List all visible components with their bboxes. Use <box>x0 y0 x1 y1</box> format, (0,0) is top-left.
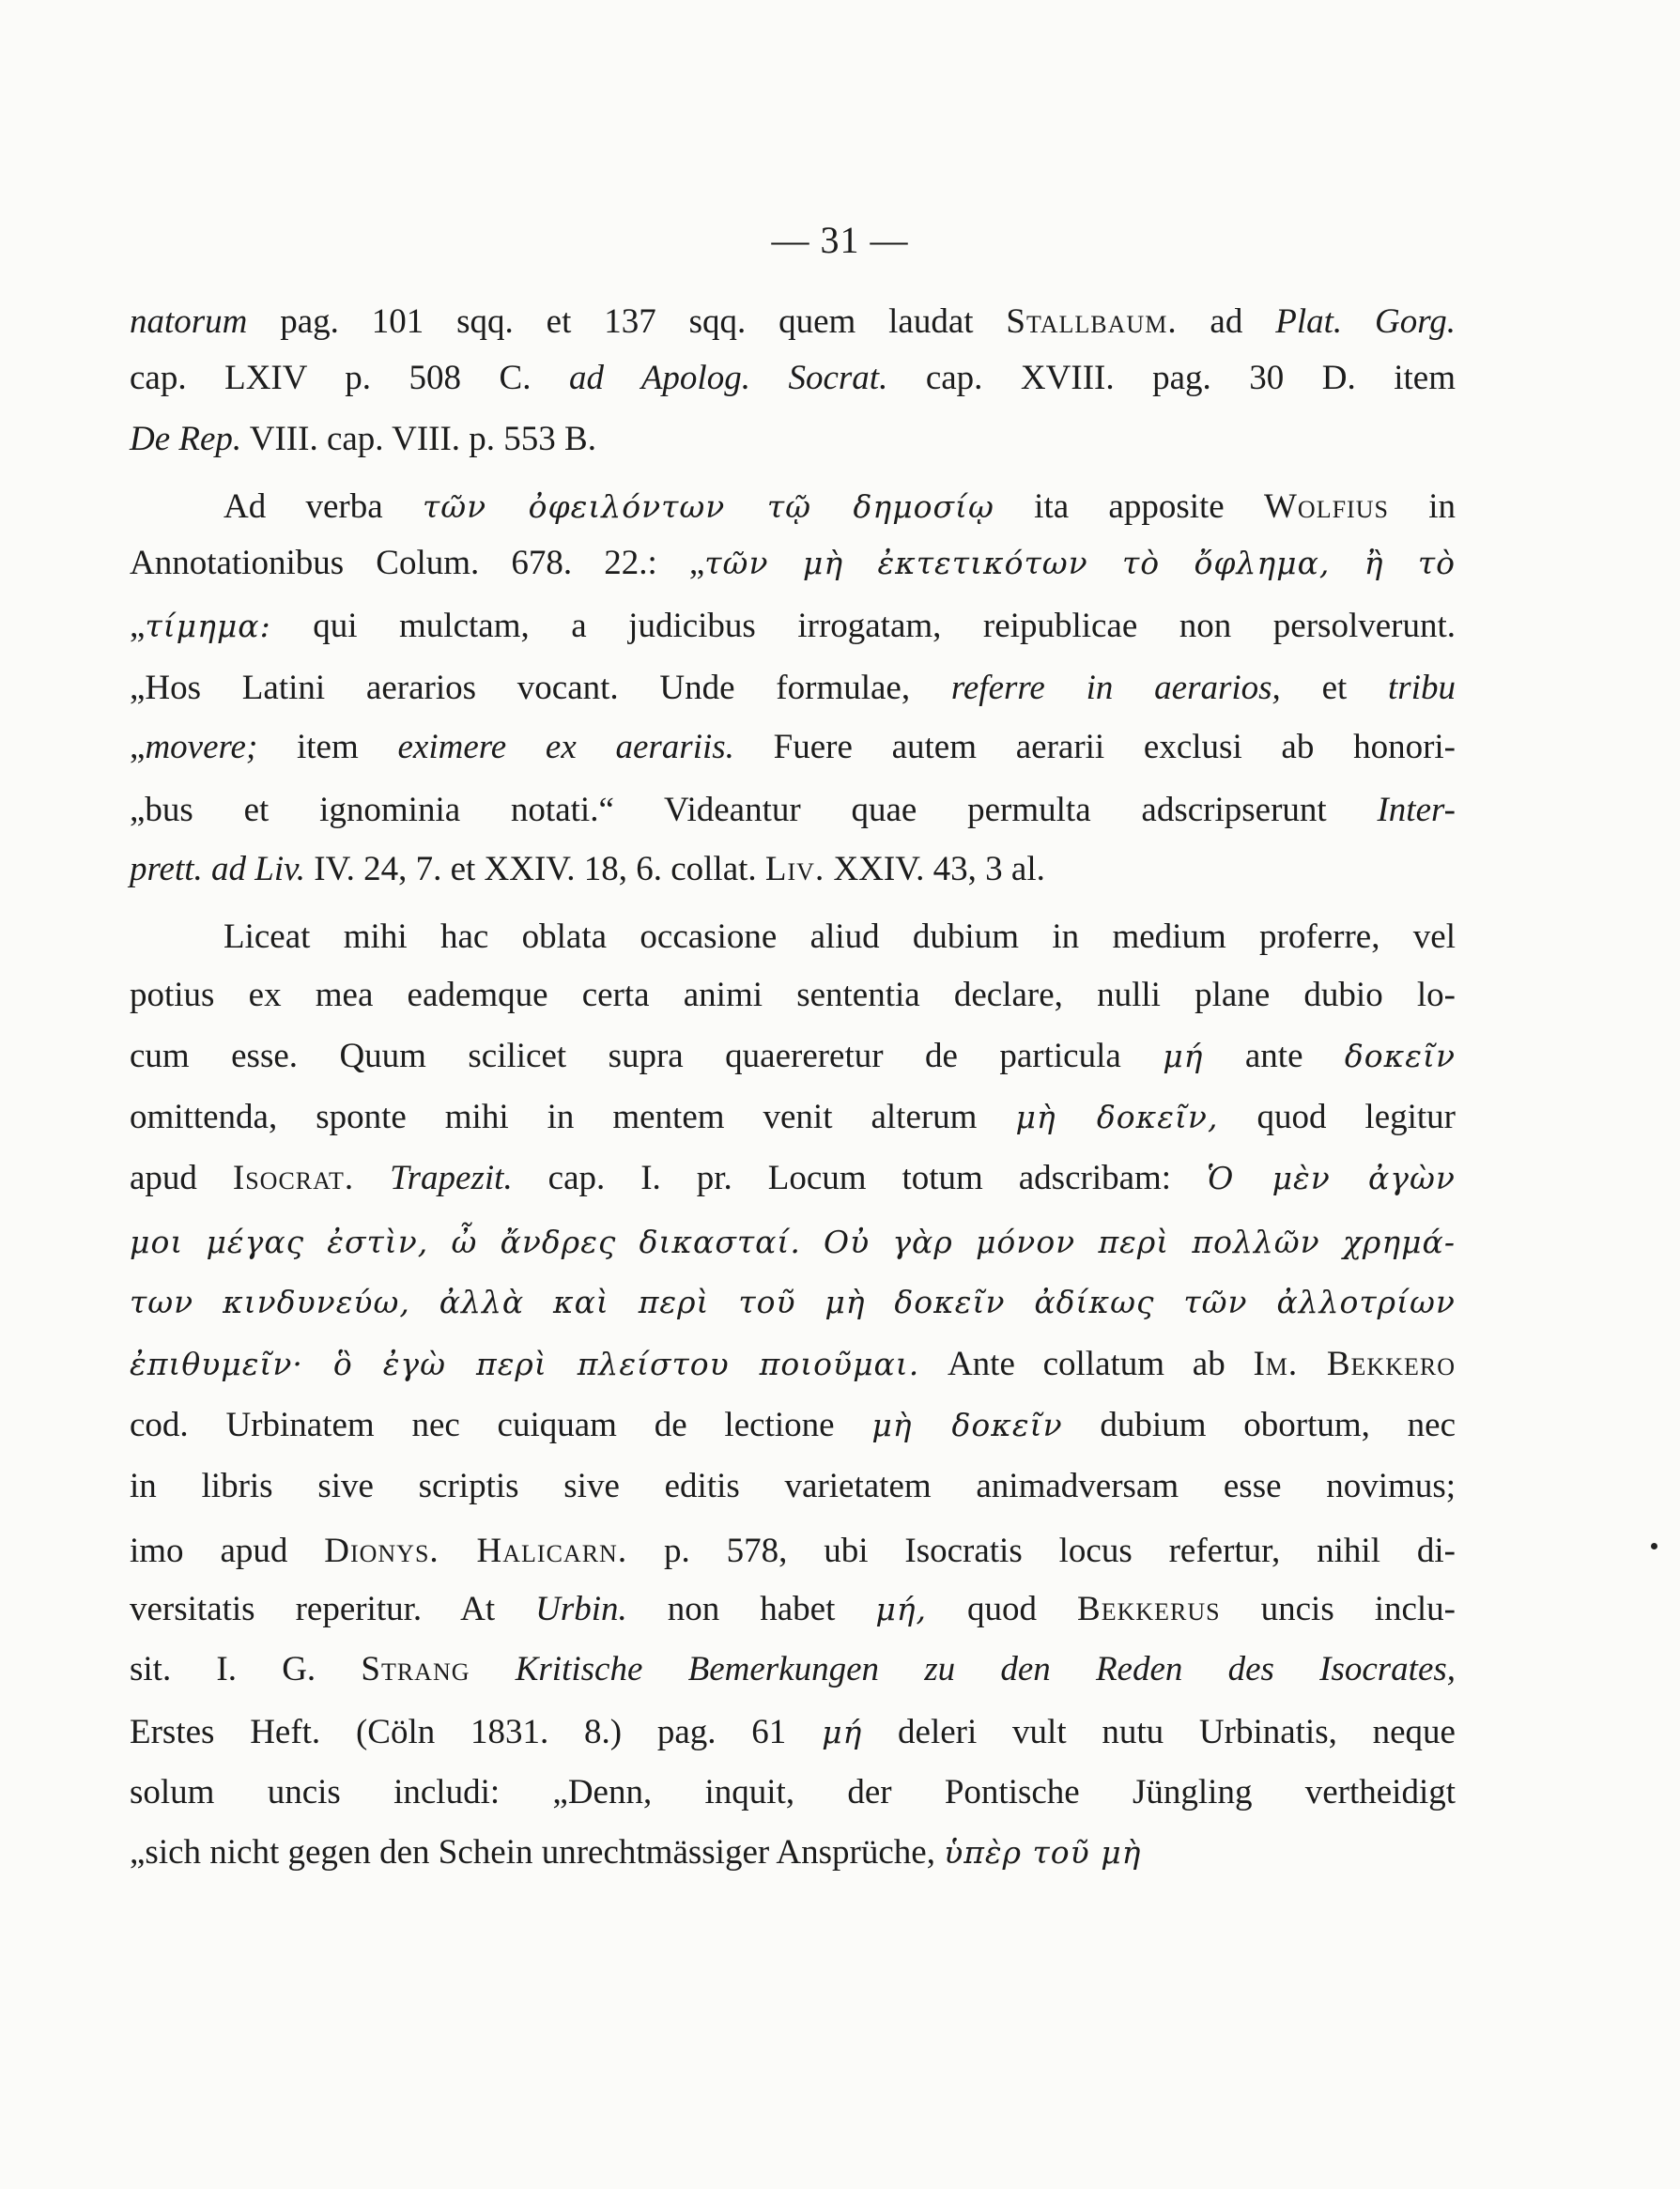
text-segment: cap. LXIV p. 508 C. <box>130 359 569 397</box>
margin-ink-dot <box>1651 1543 1657 1549</box>
text-line <box>130 787 1456 834</box>
greek-text: μὴ δοκεῖν, <box>1015 1099 1219 1135</box>
text-line <box>130 1155 1456 1202</box>
italic-text: prett. ad Liv. <box>130 850 306 888</box>
text-line <box>130 1341 1456 1388</box>
text-segment: uncis inclu- <box>1220 1590 1457 1628</box>
text-segment: potius ex mea eademque certa animi sententia declare, nulli plane dubio lo- <box>130 976 1456 1014</box>
text-segment: solum uncis includi: „Denn, inquit, der Pontische Jüngling vertheidigt <box>130 1773 1456 1811</box>
greek-text: τῶν ὀφειλόντων τῷ δημοσίῳ <box>422 488 994 525</box>
text-segment: item <box>257 728 398 766</box>
text-segment: omittenda, sponte mihi in mentem venit alterum <box>130 1098 1016 1136</box>
text-segment: IV. 24, 7. et XXIV. 18, 6. collat. <box>305 850 765 888</box>
text-segment: Ante collatum ab <box>919 1345 1254 1383</box>
text-line <box>130 1463 1456 1510</box>
text-segment: pag. 101 sqq. et 137 sqq. quem laudat <box>247 302 1007 341</box>
text-line <box>223 484 1456 531</box>
text-line <box>130 299 1456 346</box>
text-segment: cap. I. pr. Locum totum adscribam: <box>512 1159 1208 1197</box>
text-line <box>130 1402 1456 1449</box>
text-segment: quod legitur <box>1218 1098 1457 1136</box>
text-segment: Ad verba <box>223 487 423 526</box>
text-segment: „Hos Latini aerarios vocant. Unde formulae, <box>130 669 951 707</box>
small-caps-name: Dionys. Halicarn. <box>324 1532 628 1570</box>
text-segment: „ <box>130 728 146 766</box>
small-caps-name: Stallbaum. <box>1006 302 1178 341</box>
greek-text: τῶν μὴ ἐκτετικότων τὸ ὄφλημα, ἢ τὸ <box>704 545 1456 581</box>
text-line <box>130 1279 1456 1326</box>
small-caps-name: Isocrat. <box>232 1159 355 1197</box>
text-line <box>130 603 1456 650</box>
text-segment: quod <box>927 1590 1078 1628</box>
text-segment: et <box>1280 669 1389 707</box>
text-line <box>130 1709 1456 1756</box>
small-caps-name: Im. Bekkero <box>1253 1345 1456 1383</box>
text-segment: Liceat mihi hac oblata occasione aliud dubium in medium proferre, vel <box>223 917 1456 956</box>
text-segment: Annotationibus Colum. 678. 22.: „ <box>130 544 705 582</box>
text-line <box>130 724 1456 771</box>
text-line <box>130 1219 1456 1266</box>
text-segment: Erstes Heft. (Cöln 1831. 8.) pag. 61 <box>130 1713 823 1751</box>
text-line <box>130 665 1456 712</box>
text-segment: ante <box>1203 1037 1345 1075</box>
text-segment: versitatis reperitur. At <box>130 1590 536 1628</box>
text-line <box>130 972 1456 1019</box>
text-segment: in libris sive scriptis sive editis varietatem animadversam esse novimus; <box>130 1467 1456 1505</box>
text-segment: dubium obortum, nec <box>1062 1406 1456 1444</box>
text-segment: qui mulctam, a judicibus irrogatam, reipublicae non persolverunt. <box>270 607 1456 645</box>
text-segment: ad <box>1177 302 1276 341</box>
small-caps-name: Wolfius <box>1264 487 1389 526</box>
greek-text: μοι μέγας ἐστὶν, ὦ ἄνδρες δικασταί. Οὐ γὰρ μόνον περὶ πολλῶν χρημά- <box>130 1224 1456 1260</box>
italic-text: Inter- <box>1377 791 1456 829</box>
text-line <box>130 1646 1456 1693</box>
text-segment: apud <box>130 1159 233 1197</box>
text-segment: non habet <box>626 1590 876 1628</box>
italic-text: Plat. Gorg. <box>1275 302 1456 341</box>
text-line <box>130 846 1456 893</box>
text-line <box>130 1769 1456 1816</box>
greek-text: των κινδυνεύω, ἀλλὰ καὶ περὶ τοῦ μὴ δοκεῖν ἀδίκως τῶν ἀλλοτρίων <box>130 1284 1456 1320</box>
text-line <box>223 914 1456 961</box>
small-caps-name: Bekkerus <box>1077 1590 1221 1628</box>
greek-text: ὑπὲρ τοῦ μὴ <box>944 1834 1142 1871</box>
text-line <box>130 416 1456 463</box>
italic-text: natorum <box>130 302 248 341</box>
page-number: — 31 — <box>771 219 909 261</box>
greek-text: δοκεῖν <box>1344 1038 1457 1074</box>
text-segment: deleri vult nutu Urbinatis, neque <box>862 1713 1456 1751</box>
text-segment: in <box>1388 487 1456 526</box>
greek-text: μή, <box>875 1591 928 1627</box>
text-segment: imo apud <box>130 1532 325 1570</box>
text-segment: VIII. cap. VIII. p. 553 B. <box>241 420 596 458</box>
italic-text: De Rep. <box>130 420 242 458</box>
text-line <box>130 1094 1456 1141</box>
text-line <box>130 1033 1456 1080</box>
text-segment: p. 578, ubi Isocratis locus refertur, nihil di- <box>627 1532 1456 1570</box>
text-segment: ita apposite <box>994 487 1264 526</box>
text-line <box>130 1586 1456 1633</box>
text-line <box>130 1829 1456 1876</box>
text-segment: cap. XVIII. pag. 30 D. item <box>887 359 1457 397</box>
text-segment <box>354 1159 390 1197</box>
text-segment: cum esse. Quum scilicet supra quaereretur de particula <box>130 1037 1164 1075</box>
text-segment <box>470 1650 516 1688</box>
text-segment: sit. I. G. <box>130 1650 362 1688</box>
text-line <box>130 1528 1456 1575</box>
text-line <box>130 540 1456 587</box>
text-segment: XXIV. 43, 3 al. <box>825 850 1045 888</box>
italic-text: eximere ex aerariis. <box>397 728 734 766</box>
greek-text: μὴ δοκεῖν <box>871 1407 1063 1443</box>
italic-text: Kritische Bemerkungen zu den Reden des Isocrates, <box>515 1650 1457 1688</box>
text-segment: „sich nicht gegen den Schein unrechtmässiger Ansprüche, <box>130 1833 945 1872</box>
text-segment: „bus et ignominia notati.“ Videantur quae permulta adscripserunt <box>130 791 1378 829</box>
greek-text: Ὁ μὲν ἀγὼν <box>1207 1160 1456 1196</box>
italic-text: movere; <box>145 728 258 766</box>
text-segment: „ <box>130 607 146 645</box>
italic-text: Trapezit. <box>390 1159 513 1197</box>
text-line <box>130 355 1456 402</box>
greek-text: μή <box>1163 1038 1204 1074</box>
small-caps-name: Strang <box>361 1650 470 1688</box>
greek-text: μή <box>822 1714 863 1750</box>
text-segment: cod. Urbinatem nec cuiquam de lectione <box>130 1406 872 1444</box>
italic-text: tribu <box>1388 669 1456 707</box>
italic-text: ad Apolog. Socrat. <box>569 359 888 397</box>
greek-text: τίμημα: <box>145 608 271 644</box>
italic-text: Urbin. <box>535 1590 627 1628</box>
small-caps-name: Liv. <box>764 850 825 888</box>
italic-text: referre in aerarios, <box>950 669 1281 707</box>
text-segment: Fuere autem aerarii exclusi ab honori- <box>733 728 1456 766</box>
greek-text: ἐπιθυμεῖν· ὃ ἐγὼ περὶ πλείστου ποιοῦμαι. <box>130 1346 920 1382</box>
